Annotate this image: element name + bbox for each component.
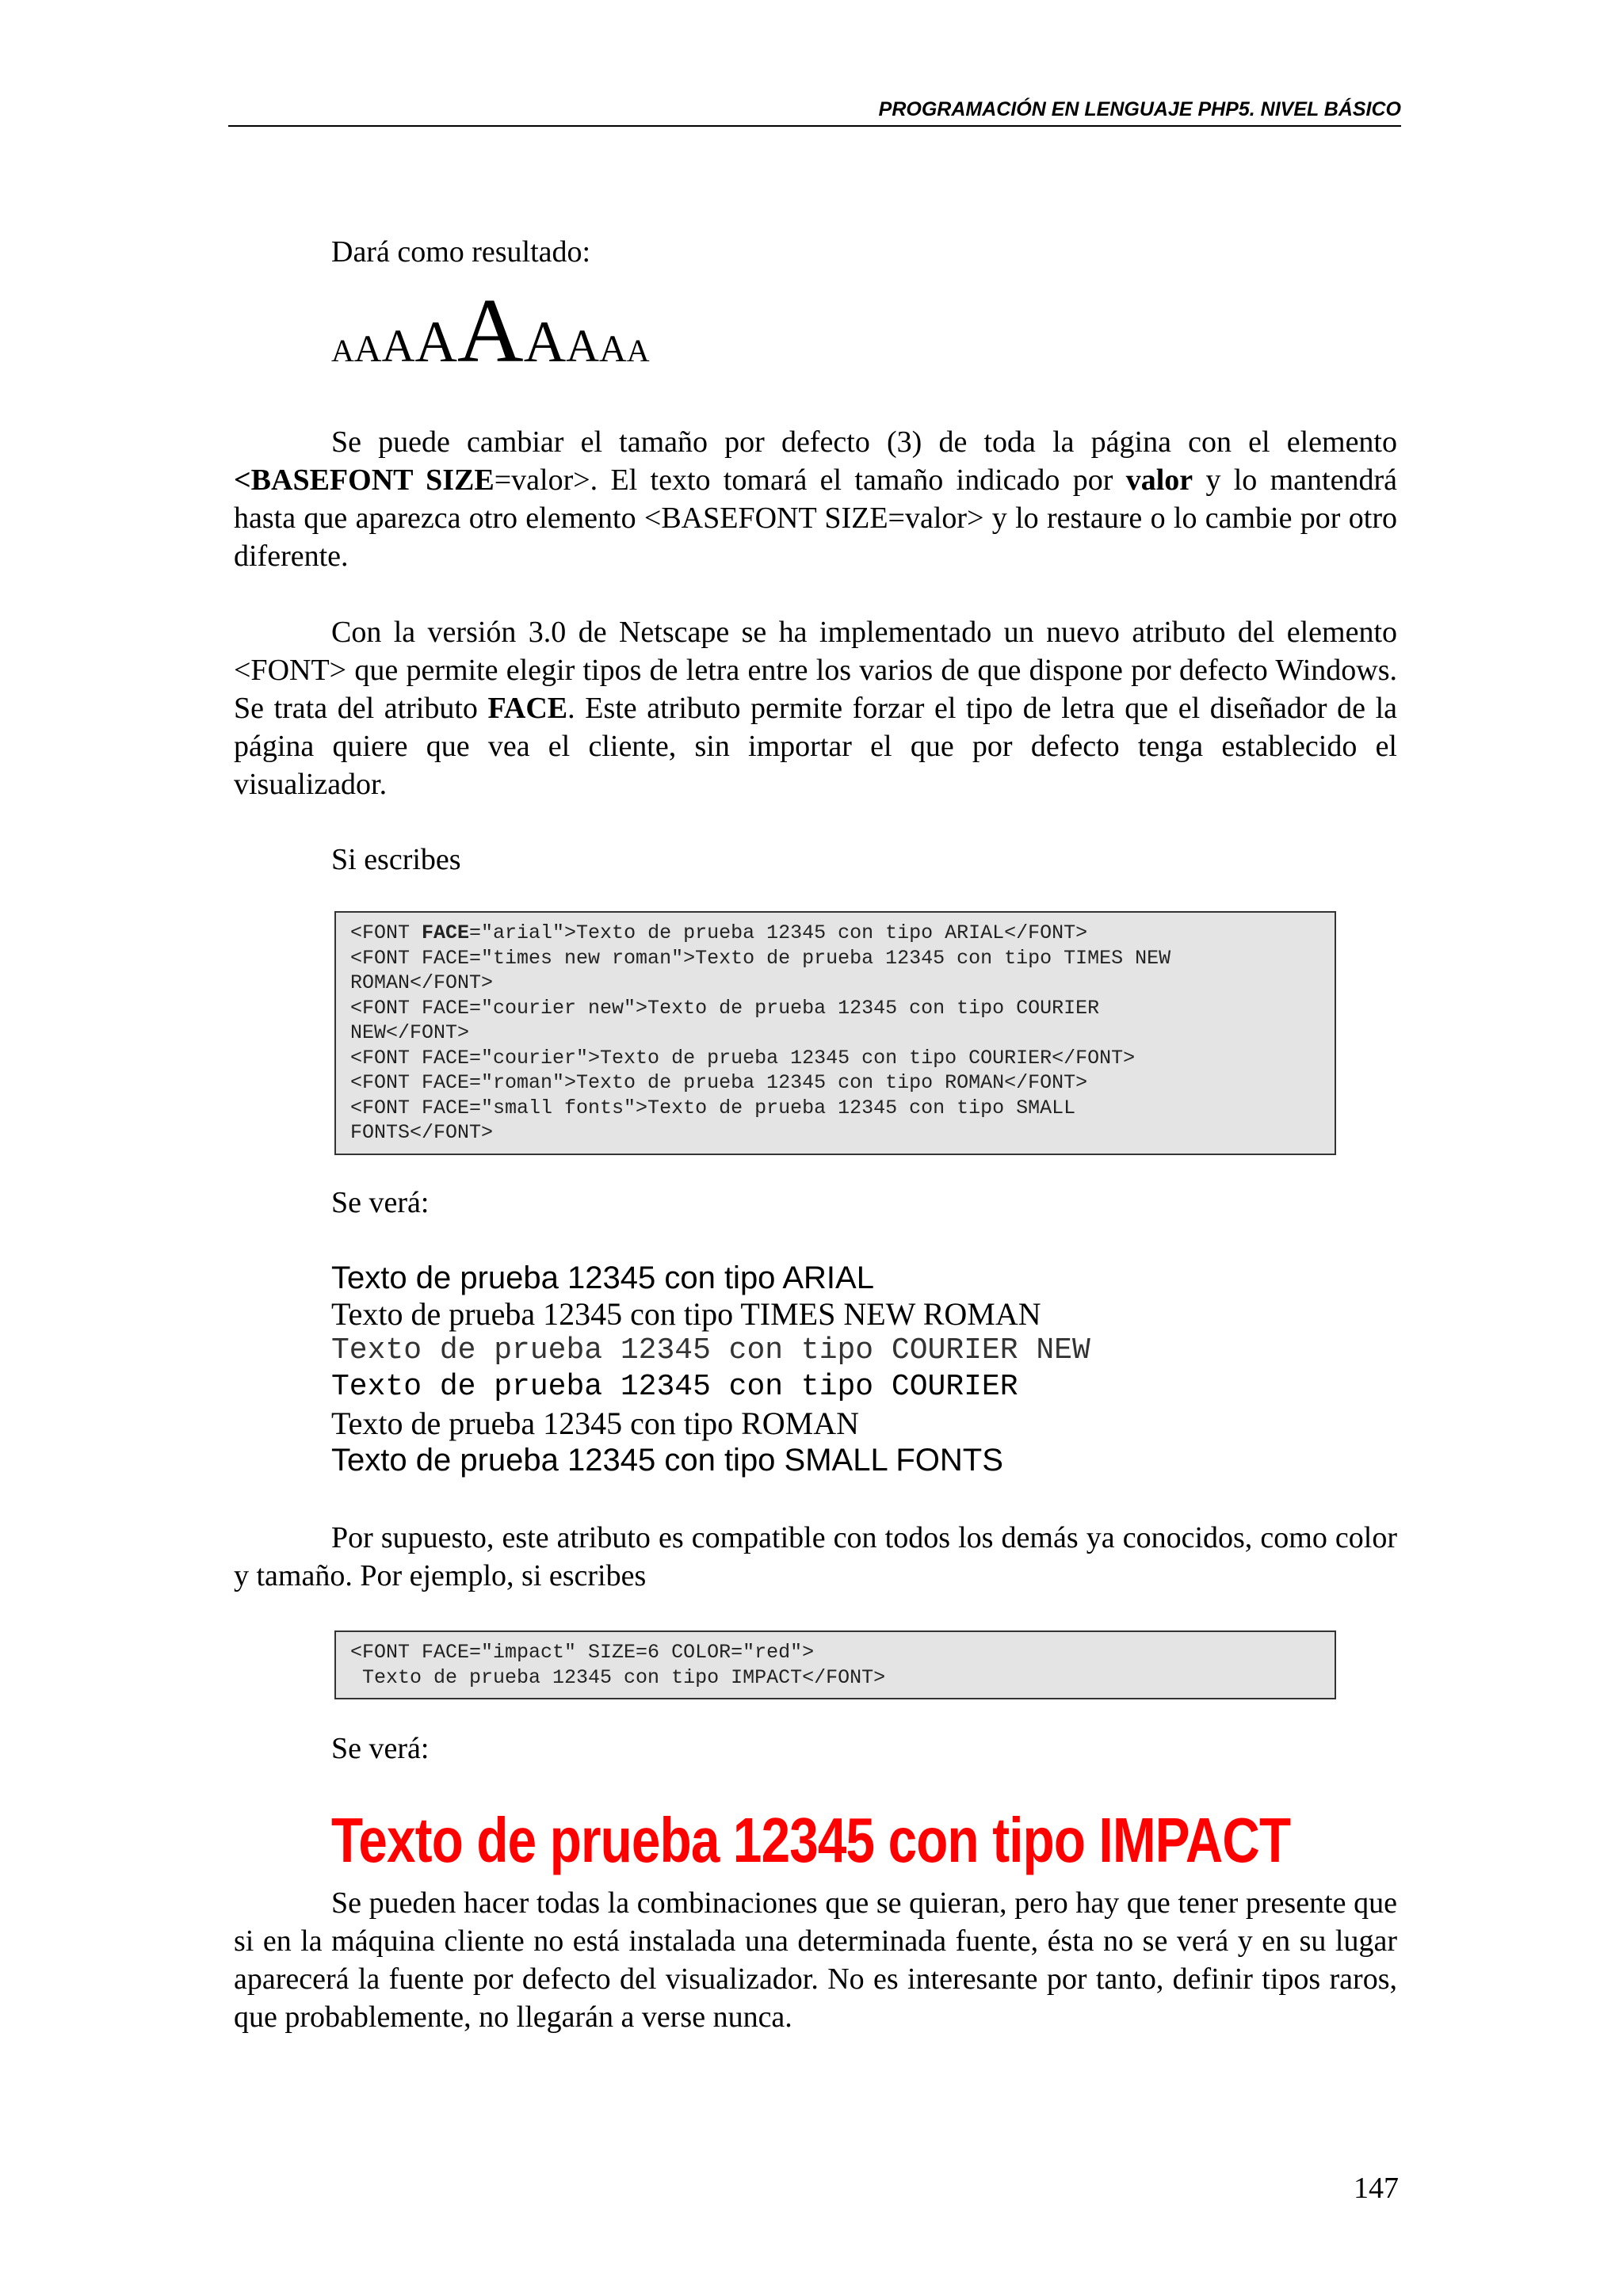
code-text: <FONT <box>350 921 422 944</box>
code-line: <FONT FACE="impact" SIZE=6 COLOR="red"> <box>350 1641 815 1664</box>
face-text-1: Con la versión 3.0 de Netscape se ha implementado un nuevo atributo del elemento <FONT> que permite elegir tipos de letra entre los varios de que dispone por defecto Windows. Se trata del atributo <box>234 616 1397 725</box>
sample-roman: Texto de prueba 12345 con tipo ROMAN <box>331 1405 859 1441</box>
face-text-2: . Este atributo permite forzar el tipo de letra que el diseñador de la página quiere que vea el cliente, sin importar el que por defecto tenga establecido el visualizador. <box>234 692 1397 801</box>
paragraph-face-attribute <box>234 613 1397 803</box>
se-vera-label: Se verá: <box>331 1186 430 1219</box>
code-bold-face: FACE <box>422 921 470 944</box>
running-header: PROGRAMACIÓN EN LENGUAJE PHP5. NIVEL BÁSICO <box>878 98 1401 120</box>
code-line: <FONT FACE="roman">Texto de prueba 12345 con tipo ROMAN</FONT> <box>350 1071 1088 1094</box>
paragraph-compatibility: Por supuesto, este atributo es compatible con todos los demás ya conocidos, como color y tamaño. Por ejemplo, si escribes <box>234 1521 1397 1592</box>
basefont-text-1: Se puede cambiar el tamaño por defecto (3) de toda la página con el elemento <box>331 425 1397 459</box>
se-vera-label-2: Se verá: <box>331 1732 430 1765</box>
size-demo-a-8: A <box>599 328 627 370</box>
code-line: <FONT FACE="times new roman">Texto de prueba 12345 con tipo TIMES NEW <box>350 946 1171 970</box>
si-escribes-label: Si escribes <box>331 843 461 876</box>
code-line: Texto de prueba 12345 con tipo IMPACT</FONT> <box>350 1665 886 1689</box>
size-demo-a-3: A <box>381 320 415 372</box>
face-bold: FACE <box>487 692 568 725</box>
size-demo-a-1: A <box>331 333 354 368</box>
paragraph-final: Se pueden hacer todas la combinaciones que se quieran, pero hay que tener presente que si en la máquina cliente no está instalada una determinada fuente, ésta no se verá y en su lugar aparecerá la fuente por defecto del visualizador. No es interesante por tanto, definir tipos raros, que probablemente, no llegarán a verse nunca. <box>234 1886 1397 2034</box>
page-number: 147 <box>1354 2172 1399 2205</box>
sample-courier-new: Texto de prueba 12345 con tipo COURIER NEW <box>331 1333 1090 1367</box>
basefont-text-3: y lo mantendrá hasta que aparezca otro elemento <BASEFONT SIZE=valor> y lo restaure o lo cambie por otro diferente. <box>234 463 1397 573</box>
code-line: <FONT FACE="small fonts">Texto de prueba 12345 con tipo SMALL <box>350 1096 1076 1119</box>
size-demo-a-6: A <box>523 310 567 375</box>
code-block-impact <box>334 1630 1336 1699</box>
code-line: FONTS</FONT> <box>350 1121 494 1144</box>
header-rule <box>228 125 1401 127</box>
sample-small-fonts: Texto de prueba 12345 con tipo SMALL FONTS <box>331 1443 1003 1478</box>
font-size-demo <box>331 280 650 382</box>
code-line: <FONT FACE="courier new">Texto de prueba 12345 con tipo COURIER <box>350 996 1100 1020</box>
basefont-valor-bold: valor <box>1125 463 1193 497</box>
paragraph-basefont <box>234 423 1397 575</box>
basefont-text-2: =valor>. El texto tomará el tamaño indicado por <box>494 463 1126 497</box>
size-demo-a-2: A <box>353 328 382 370</box>
code-line: NEW</FONT> <box>350 1021 470 1044</box>
intro-result-label: Dará como resultado: <box>331 235 591 269</box>
code-line: ROMAN</FONT> <box>350 971 494 994</box>
size-demo-a-4: A <box>414 310 457 375</box>
code-block-font-face <box>334 911 1336 1155</box>
sample-impact-red: Texto de prueba 12345 con tipo IMPACT <box>331 1805 1291 1875</box>
sample-courier: Texto de prueba 12345 con tipo COURIER <box>331 1370 1018 1404</box>
size-demo-a-5: A <box>456 280 524 382</box>
sample-times-new-roman: Texto de prueba 12345 con tipo TIMES NEW ROMAN <box>331 1296 1041 1332</box>
size-demo-a-7: A <box>566 320 600 372</box>
basefont-tag-bold: <BASEFONT SIZE <box>234 463 495 497</box>
size-demo-a-9: A <box>626 333 650 368</box>
code-text: ="arial">Texto de prueba 12345 con tipo ARIAL</FONT> <box>469 921 1088 944</box>
code-line <box>350 921 1320 946</box>
sample-arial: Texto de prueba 12345 con tipo ARIAL <box>331 1261 874 1295</box>
code-line: <FONT FACE="courier">Texto de prueba 12345 con tipo COURIER</FONT> <box>350 1046 1136 1070</box>
